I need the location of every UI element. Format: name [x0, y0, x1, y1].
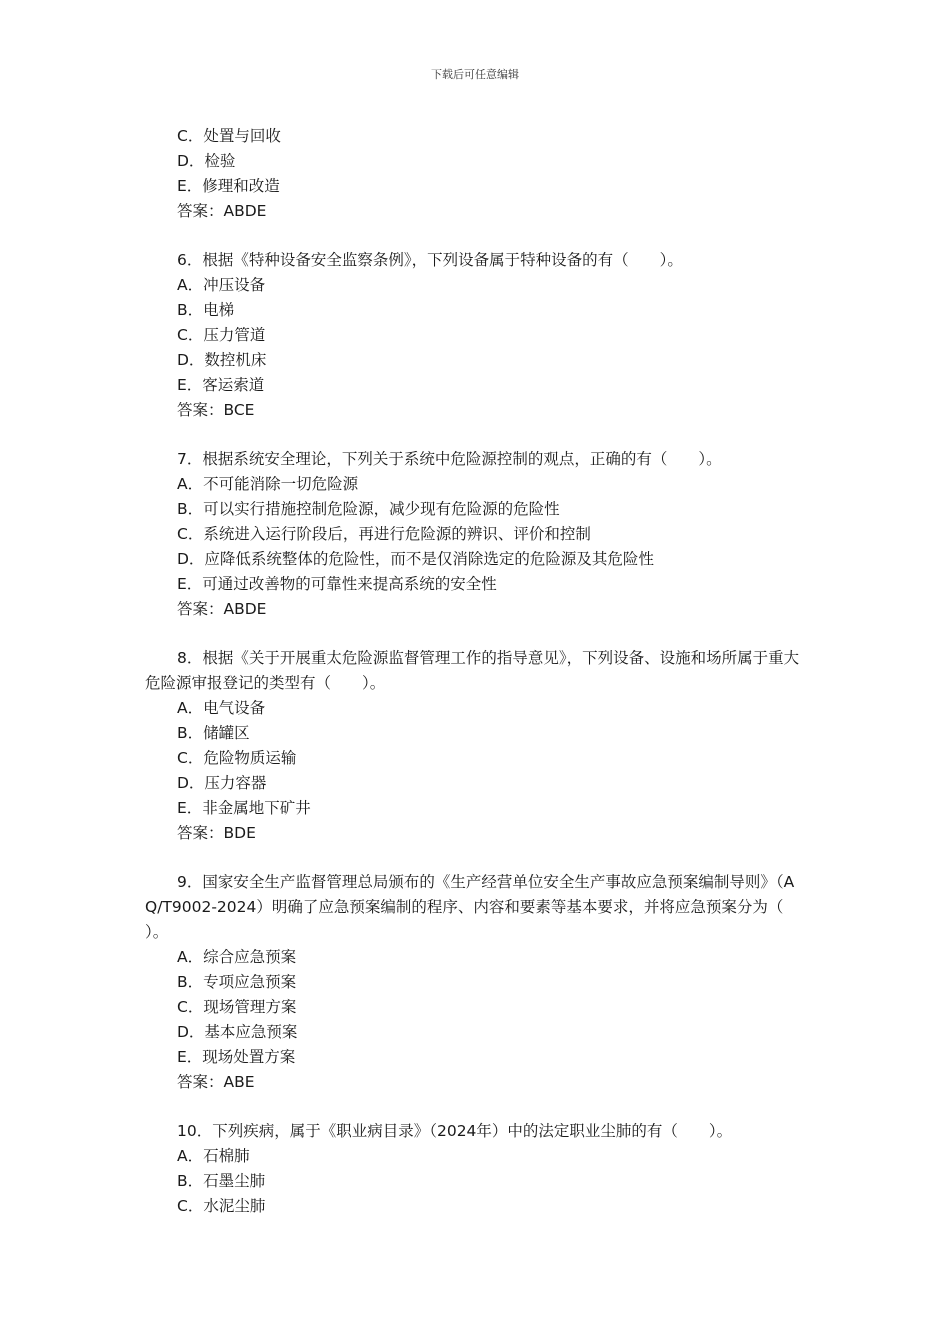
document-body: [145, 124, 815, 1219]
page-header-note: 下载后可任意编辑: [431, 68, 519, 81]
option-a: A．冲压设备: [177, 276, 266, 294]
option-d: D．压力容器: [177, 774, 267, 792]
option-d: D．基本应急预案: [177, 1023, 298, 1041]
answer: 答案：BDE: [177, 824, 256, 842]
question-text: 9．国家安全生产监督管理总局颁布的《生产经营单位安全生产事故应急预案编制导则》（AQ/T9002-2024）明确了应急预案编制的程序、内容和要素等基本要求，并将应急预案分为（ ）。: [145, 873, 815, 941]
option-d: D．数控机床: [177, 351, 267, 369]
option-e: E．客运索道: [177, 376, 265, 394]
option-e: E．修理和改造: [177, 177, 280, 195]
option-b: B．电梯: [177, 301, 235, 319]
question-7: [145, 447, 805, 622]
option-e: E．可通过改善物的可靠性来提高系统的安全性: [177, 575, 497, 593]
option-d: D．检验: [177, 152, 236, 170]
option-c: C．现场管理方案: [177, 998, 297, 1016]
answer: 答案：BCE: [177, 401, 255, 419]
option-a: A．石棉肺: [177, 1147, 250, 1165]
option-a: A．不可能消除一切危险源: [177, 475, 359, 493]
option-b: B．可以实行措施控制危险源，减少现有危险源的危险性: [177, 500, 560, 518]
option-a: A．综合应急预案: [177, 948, 297, 966]
question-text: 10．下列疾病，属于《职业病目录》（2024年）中的法定职业尘肺的有（ ）。: [177, 1122, 733, 1140]
option-c: C．危险物质运输: [177, 749, 297, 767]
question-text: 7．根据系统安全理论，下列关于系统中危险源控制的观点，正确的有（ ）。: [177, 450, 722, 468]
option-c: C．水泥尘肺: [177, 1197, 266, 1215]
question-text: 8．根据《关于开展重太危险源监督管理工作的指导意见》，下列设备、设施和场所属于重大危险源审报登记的类型有（ ）。: [145, 649, 800, 692]
question-text: 6．根据《特种设备安全监察条例》，下列设备属于特种设备的有（ ）。: [177, 251, 683, 269]
option-b: B．石墨尘肺: [177, 1172, 266, 1190]
answer: 答案：ABDE: [177, 202, 267, 220]
option-c: C．压力管道: [177, 326, 266, 344]
option-c: C．处置与回收: [177, 127, 281, 145]
answer: 答案：ABDE: [177, 600, 267, 618]
answer: 答案：ABE: [177, 1073, 255, 1091]
option-a: A．电气设备: [177, 699, 266, 717]
option-e: E．现场处置方案: [177, 1048, 296, 1066]
question-5-tail: [145, 124, 805, 224]
option-d: D．应降低系统整体的危险性，而不是仅消除选定的危险源及其危险性: [177, 550, 654, 568]
question-8: [145, 646, 805, 846]
question-6: [145, 248, 805, 423]
question-10: [145, 1119, 805, 1219]
question-9: [145, 870, 815, 1095]
option-b: B．专项应急预案: [177, 973, 297, 991]
option-c: C．系统进入运行阶段后，再进行危险源的辨识、评价和控制: [177, 525, 591, 543]
option-b: B．储罐区: [177, 724, 250, 742]
option-e: E．非金属地下矿井: [177, 799, 311, 817]
